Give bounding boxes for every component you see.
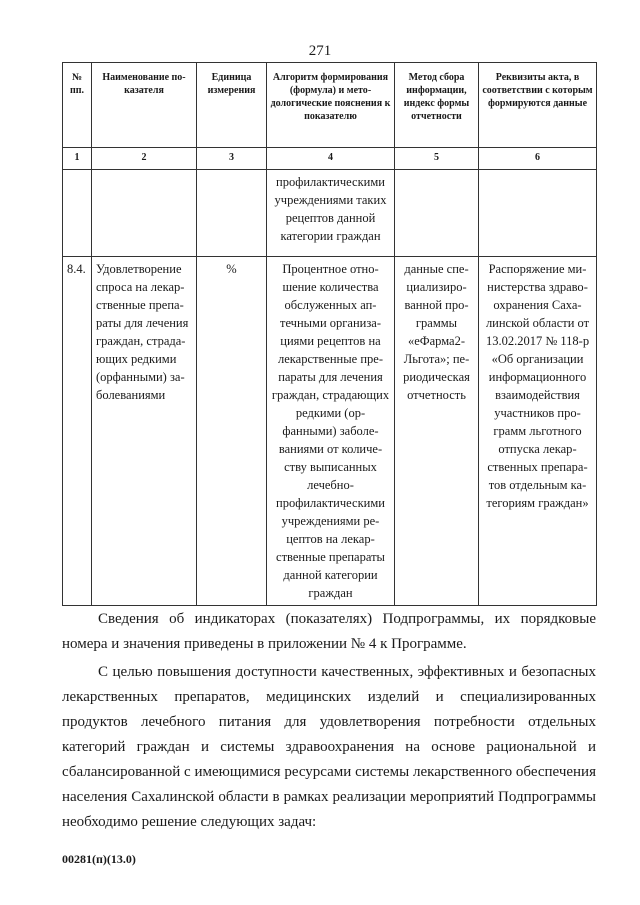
indicator-table: [62, 62, 597, 606]
header-collection-method: Метод сбора информации, индекс формы отчетности: [395, 63, 479, 148]
cell-unit: [197, 170, 267, 257]
header-act-details: Реквизиты акта, в соответствии с которым формируются данные: [479, 63, 597, 148]
column-number: 3: [197, 148, 267, 170]
column-number-row: [63, 148, 597, 170]
header-indicator-name: Наименование показателя: [92, 63, 197, 148]
column-number: 2: [92, 148, 197, 170]
cell-algorithm: профилактическими учреждениями таких рецептов данной категории граждан: [267, 170, 395, 257]
column-number: 5: [395, 148, 479, 170]
cell-act-details: [479, 170, 597, 257]
cell-algorithm: Процентное отношение количества обслуженных аптечными организациями рецептов на лекарственные препараты для лечения граждан, страдающих редкими (орфанными) заболеваниями от количеству выписанных лечебно-профилактическими учреждениями рецептов на лекарственные препараты данной категории граждан: [267, 257, 395, 606]
table-header-row: [63, 63, 597, 148]
header-unit: Единица измерения: [197, 63, 267, 148]
cell-collection-method: [395, 170, 479, 257]
paragraph-indicators-reference: Сведения об индикаторах (показателях) Подпрограммы, их порядковые номера и значения приведены в приложении № 4 к Программе.: [62, 611, 596, 652]
column-number: 4: [267, 148, 395, 170]
cell-collection-method: данные специализированной программы «еФарма2-Льгота»; периодическая отчетность: [395, 257, 479, 606]
header-algorithm: Алгоритм формирования (формула) и методологические пояснения к показателю: [267, 63, 395, 148]
column-number: 1: [63, 148, 92, 170]
paragraph-tasks-intro: С целью повышения доступности качественных, эффективных и безопасных лекарственных препаратов, медицинских изделий и специализированных продуктов лечебного питания для удовлетворения потребности отдельных категорий граждан и системы здравоохранения на основе рациональной и сбалансированной с имеющимися ресурсами системы лекарственного обеспечения населения Сахалинской области в рамках реализации мероприятий Подпрограммы необходимо решение следующих задач:: [62, 664, 596, 830]
cell-unit: %: [197, 257, 267, 606]
cell-number: [63, 170, 92, 257]
table-row-continuation: [63, 170, 597, 257]
column-number: 6: [479, 148, 597, 170]
page-number: 271: [308, 43, 332, 59]
header-number: № пп.: [63, 63, 92, 148]
document-code: 00281(п)(13.0): [62, 852, 136, 866]
cell-indicator-name: [92, 170, 197, 257]
cell-act-details: Распоряжение министерства здравоохранения Сахалинской области от 13.02.2017 № 118-р «Об организации информационного взаимодействия участников программ льготного отпуска лекарственных препаратов отдельным категориям граждан»: [479, 257, 597, 606]
cell-number: 8.4.: [63, 257, 92, 606]
cell-indicator-name: Удовлетворение спроса на лекарственные препараты для лечения граждан, страдающих редкими (орфанными) заболеваниями: [92, 257, 197, 606]
table-row: [63, 257, 597, 606]
